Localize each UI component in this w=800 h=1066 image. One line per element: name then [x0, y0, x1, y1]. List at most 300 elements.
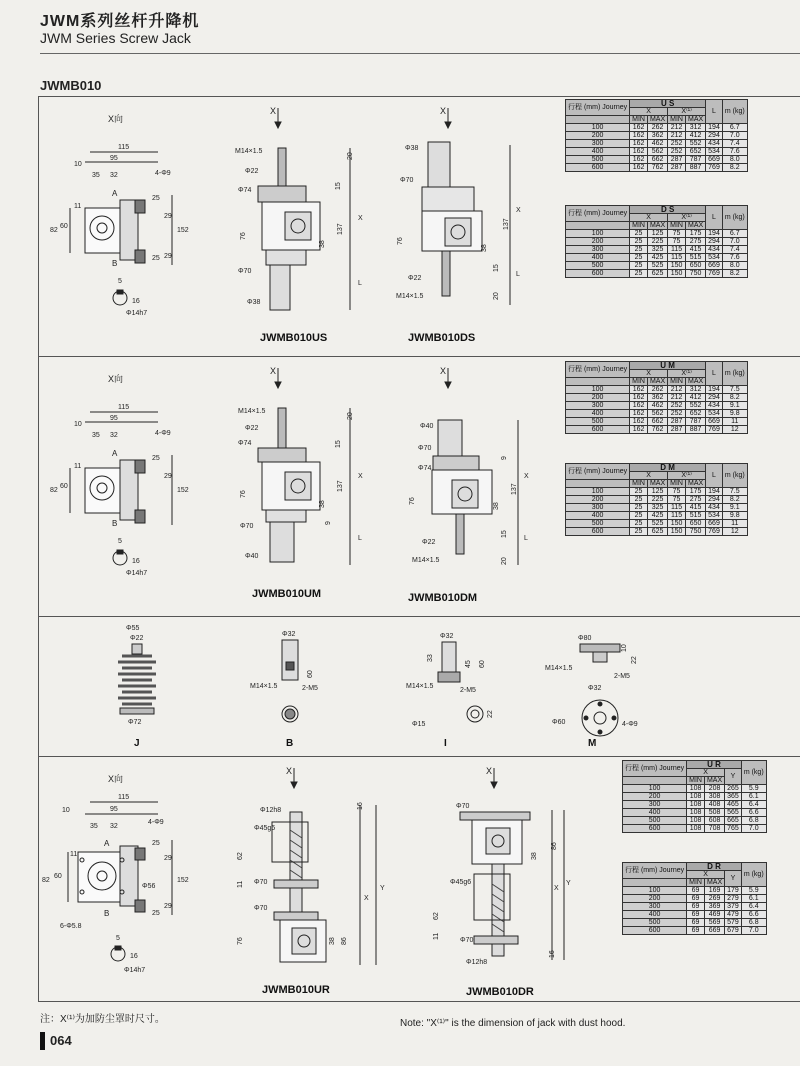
table-cell: 500	[623, 919, 687, 927]
svg-text:82: 82	[42, 877, 50, 884]
svg-text:M14×1.5: M14×1.5	[396, 293, 424, 300]
svg-text:76: 76	[397, 237, 404, 245]
table-cell: 425	[647, 254, 667, 262]
section-divider	[38, 356, 800, 357]
table-cell: 465	[725, 801, 742, 809]
table-cell: 515	[685, 512, 705, 520]
table-cell: 7.6	[722, 148, 747, 156]
svg-text:L: L	[358, 280, 362, 287]
table-cell: 600	[623, 927, 687, 935]
table-dm: 行程 (mm) Journey D M L m (kg) X X⁽¹⁾ MIN MAX MIN MAX 100 25 125 75 175 194 7.5 200 25 225 75 275 294 8.2 300 25 325 115 415 434 9.1 400 25 425 115 515 534 9.8 500 25 525 150 650 669 11 600 25 625 150 750 769 12	[565, 463, 748, 536]
svg-text:115: 115	[118, 144, 130, 151]
table-row	[566, 148, 748, 156]
table-cell: 294	[706, 132, 723, 140]
table-cell: 200	[623, 895, 687, 903]
svg-text:Φ32: Φ32	[440, 633, 454, 640]
svg-text:M14×1.5: M14×1.5	[406, 683, 434, 690]
svg-text:35: 35	[92, 172, 100, 179]
svg-text:9: 9	[501, 456, 508, 460]
table-cell: 525	[647, 520, 667, 528]
table-cell: 75	[668, 230, 686, 238]
table-cell: 162	[630, 148, 648, 156]
svg-text:X: X	[358, 473, 363, 480]
table-cell: 625	[647, 528, 667, 536]
table-cell: 500	[566, 418, 630, 426]
table-cell: 412	[685, 394, 705, 402]
svg-text:Φ74: Φ74	[418, 465, 432, 472]
svg-text:Φ72: Φ72	[128, 719, 142, 726]
svg-text:X: X	[440, 366, 447, 376]
svg-text:X: X	[270, 106, 277, 116]
svg-text:X: X	[270, 366, 277, 376]
table-cell: 25	[630, 512, 648, 520]
table-cell: 5.9	[741, 887, 766, 895]
svg-text:A: A	[112, 189, 118, 198]
svg-text:137: 137	[511, 483, 518, 495]
svg-text:11: 11	[74, 203, 82, 210]
table-cell: 69	[687, 927, 705, 935]
table-cell: 162	[630, 410, 648, 418]
svg-text:38: 38	[531, 852, 538, 860]
table-cell: 508	[704, 809, 724, 817]
table-cell: 652	[685, 148, 705, 156]
table-cell: 662	[647, 418, 667, 426]
svg-text:10: 10	[621, 644, 628, 652]
table-cell: 287	[668, 164, 686, 172]
svg-text:20: 20	[501, 557, 508, 565]
svg-text:Φ70: Φ70	[254, 879, 268, 886]
table-row	[566, 262, 748, 270]
table-row	[623, 785, 767, 793]
table-cell: 669	[704, 927, 724, 935]
table-cell: 200	[566, 132, 630, 140]
table-cell: 69	[687, 887, 705, 895]
svg-text:25: 25	[152, 195, 160, 202]
svg-text:Φ40: Φ40	[420, 423, 434, 430]
table-cell: 762	[647, 164, 667, 172]
svg-text:Φ55: Φ55	[126, 625, 140, 632]
table-row	[623, 809, 767, 817]
svg-text:35: 35	[90, 823, 98, 830]
table-cell: 669	[706, 520, 723, 528]
table-cell: 425	[647, 512, 667, 520]
svg-text:137: 137	[337, 223, 344, 235]
svg-text:38: 38	[319, 240, 326, 248]
table-cell: 287	[668, 156, 686, 164]
table-cell: 25	[630, 496, 648, 504]
table-row	[566, 132, 748, 140]
table-cell: 415	[685, 504, 705, 512]
table-cell: 9.8	[722, 410, 747, 418]
table-cell: 75	[668, 496, 686, 504]
table-cell: 162	[630, 140, 648, 148]
table-cell: 25	[630, 246, 648, 254]
table-cell: 7.0	[722, 132, 747, 140]
table-cell: 369	[704, 903, 724, 911]
svg-text:X: X	[358, 215, 363, 222]
table-row	[623, 911, 767, 919]
table-cell: 552	[685, 402, 705, 410]
table-row	[566, 386, 748, 394]
table-cell: 8.2	[722, 164, 747, 172]
table-row	[623, 903, 767, 911]
table-cell: 265	[725, 785, 742, 793]
table-cell: 400	[623, 809, 687, 817]
table-cell: 8.0	[722, 156, 747, 164]
table-cell: 434	[706, 140, 723, 148]
svg-text:B: B	[112, 259, 118, 268]
svg-text:11: 11	[237, 880, 244, 888]
table-cell: 6.7	[722, 230, 747, 238]
svg-text:M: M	[588, 738, 597, 749]
svg-text:Φ80: Φ80	[578, 635, 592, 642]
table-cell: 125	[647, 488, 667, 496]
svg-text:9: 9	[325, 521, 332, 525]
table-cell: 179	[725, 887, 742, 895]
svg-text:15: 15	[501, 530, 508, 538]
table-cell: 208	[704, 785, 724, 793]
table-cell: 11	[722, 520, 747, 528]
table-cell: 25	[630, 270, 648, 278]
table-cell: 162	[630, 402, 648, 410]
table-row	[623, 887, 767, 895]
svg-text:Φ32: Φ32	[588, 685, 602, 692]
table-cell: 200	[623, 793, 687, 801]
table-cell: 212	[668, 394, 686, 402]
page-number: 064	[50, 1033, 72, 1048]
svg-text:11: 11	[70, 851, 78, 858]
svg-text:15: 15	[493, 264, 500, 272]
table-cell: 252	[668, 402, 686, 410]
table-cell: 7.0	[741, 927, 766, 935]
svg-text:X向: X向	[108, 374, 124, 384]
svg-text:Φ70: Φ70	[240, 523, 254, 530]
table-cell: 412	[685, 132, 705, 140]
table-row	[566, 402, 748, 410]
table-row	[566, 230, 748, 238]
table-cell: 225	[647, 238, 667, 246]
svg-text:B: B	[104, 909, 110, 918]
table-cell: 769	[706, 426, 723, 434]
table-cell: 100	[566, 124, 630, 132]
table-cell: 69	[687, 903, 705, 911]
svg-text:11: 11	[433, 932, 440, 940]
svg-text:Φ14h7: Φ14h7	[124, 967, 146, 974]
table-row	[566, 164, 748, 172]
table-cell: 600	[566, 164, 630, 172]
table-row	[566, 496, 748, 504]
table-cell: 662	[647, 156, 667, 164]
svg-text:29: 29	[164, 855, 172, 862]
table-cell: 534	[706, 254, 723, 262]
svg-text:Φ12h8: Φ12h8	[260, 807, 282, 814]
svg-text:22: 22	[631, 656, 638, 664]
table-cell: 279	[725, 895, 742, 903]
table-cell: 762	[647, 426, 667, 434]
section-divider	[38, 616, 800, 617]
table-cell: 115	[668, 504, 686, 512]
table-cell: 562	[647, 410, 667, 418]
table-cell: 125	[647, 230, 667, 238]
svg-text:J: J	[134, 738, 140, 749]
table-cell: 652	[685, 410, 705, 418]
table-cell: 300	[566, 504, 630, 512]
table-cell: 162	[630, 132, 648, 140]
svg-text:95: 95	[110, 155, 118, 162]
svg-text:152: 152	[177, 227, 189, 234]
table-cell: 625	[647, 270, 667, 278]
svg-text:Φ14h7: Φ14h7	[126, 570, 148, 577]
svg-text:35: 35	[92, 432, 100, 439]
table-cell: 600	[566, 528, 630, 536]
table-row	[566, 410, 748, 418]
table-cell: 7.5	[722, 386, 747, 394]
table-ds: 行程 (mm) Journey D S L m (kg) X X⁽¹⁾ MIN MAX MIN MAX 100 25 125 75 175 194 6.7 200 25 225 75 275 294 7.0 300 25 325 115 415 434 7.4 400 25 425 115 515 534 7.6 500 25 525 150 650 669 8.0 600 25 625 150 750 769 8.2	[565, 205, 748, 278]
table-cell: 565	[725, 809, 742, 817]
svg-text:M14×1.5: M14×1.5	[238, 408, 266, 415]
svg-text:152: 152	[177, 877, 189, 884]
table-cell: 750	[685, 270, 705, 278]
table-cell: 262	[647, 386, 667, 394]
table-cell: 325	[647, 246, 667, 254]
svg-text:25: 25	[152, 255, 160, 262]
table-cell: 6.1	[741, 895, 766, 903]
table-cell: 500	[566, 262, 630, 270]
table-cell: 115	[668, 246, 686, 254]
table-um: 行程 (mm) Journey U M L m (kg) X X⁽¹⁾ MIN MAX MIN MAX 100 162 262 212 312 194 7.5 200 162 362 212 412 294 8.2 300 162 462 252 552 434 9.1 400 162 562 252 652 534 9.8 500 162 662 287 787 669 11 600 162 762 287 887 769 12	[565, 361, 748, 434]
svg-text:X向: X向	[108, 774, 124, 784]
table-cell: 7.6	[722, 254, 747, 262]
table-row	[566, 528, 748, 536]
svg-text:Φ70: Φ70	[254, 905, 268, 912]
table-cell: 162	[630, 386, 648, 394]
table-cell: 275	[685, 496, 705, 504]
table-cell: 579	[725, 919, 742, 927]
svg-text:33: 33	[427, 654, 434, 662]
table-cell: 600	[566, 270, 630, 278]
svg-text:M14×1.5: M14×1.5	[235, 148, 263, 155]
svg-text:20: 20	[347, 412, 354, 420]
svg-text:45: 45	[465, 660, 472, 668]
table-cell: 25	[630, 230, 648, 238]
svg-text:Φ56: Φ56	[142, 883, 156, 890]
svg-text:X: X	[554, 885, 559, 892]
table-cell: 534	[706, 410, 723, 418]
table-cell: 8.2	[722, 270, 747, 278]
svg-text:20: 20	[347, 152, 354, 160]
table-row	[566, 270, 748, 278]
table-cell: 7.0	[722, 238, 747, 246]
table-row	[623, 793, 767, 801]
svg-text:Φ22: Φ22	[245, 168, 259, 175]
svg-text:B: B	[112, 519, 118, 528]
table-cell: 365	[725, 793, 742, 801]
svg-text:Y: Y	[380, 885, 385, 892]
svg-text:10: 10	[62, 807, 70, 814]
svg-text:4-Φ9: 4-Φ9	[155, 430, 171, 437]
page-marker	[40, 1032, 45, 1050]
svg-text:Φ12h8: Φ12h8	[466, 959, 488, 966]
table-cell: 469	[704, 911, 724, 919]
table-dr: 行程 (mm) Journey D R m (kg) X Y MIN MAX 100 69 169 179 5.9 200 69 269 279 6.1 300 69 369 379 6.4 400 69 469 479 6.6 500 69 569 579 6.8 600 69 669 679 7.0	[622, 862, 767, 935]
table-row	[566, 488, 748, 496]
table-cell: 150	[668, 520, 686, 528]
svg-text:M14×1.5: M14×1.5	[545, 665, 573, 672]
svg-text:Φ70: Φ70	[460, 937, 474, 944]
svg-text:X: X	[364, 895, 369, 902]
svg-text:2-M5: 2-M5	[614, 673, 630, 680]
table-cell: 212	[668, 124, 686, 132]
svg-text:L: L	[358, 535, 362, 542]
table-cell: 679	[725, 927, 742, 935]
table-cell: 194	[706, 386, 723, 394]
table-cell: 115	[668, 512, 686, 520]
svg-text:95: 95	[110, 415, 118, 422]
table-cell: 787	[685, 156, 705, 164]
table-cell: 200	[566, 496, 630, 504]
svg-text:38: 38	[319, 500, 326, 508]
svg-text:10: 10	[74, 421, 82, 428]
svg-text:115: 115	[118, 794, 130, 801]
svg-text:2-M5: 2-M5	[460, 687, 476, 694]
table-cell: 300	[566, 402, 630, 410]
svg-text:Φ22: Φ22	[422, 539, 436, 546]
caption-us: JWMB010US	[260, 332, 328, 344]
svg-text:32: 32	[110, 172, 118, 179]
table-cell: 252	[668, 148, 686, 156]
svg-text:38: 38	[493, 502, 500, 510]
table-cell: 669	[706, 262, 723, 270]
svg-text:25: 25	[152, 840, 160, 847]
svg-text:16: 16	[132, 298, 140, 305]
table-cell: 294	[706, 496, 723, 504]
svg-text:16: 16	[132, 558, 140, 565]
drawing-accessories	[40, 618, 740, 754]
svg-text:32: 32	[110, 432, 118, 439]
table-row	[623, 927, 767, 935]
table-row	[566, 512, 748, 520]
table-ur: 行程 (mm) Journey U R m (kg) X Y MIN MAX 100 108 208 265 5.9 200 108 308 365 6.1 300 108 408 465 6.4 400 108 508 565 6.6 500 108 608 665 6.8 600 108 708 765 7.0	[622, 760, 767, 833]
table-cell: 162	[630, 156, 648, 164]
svg-text:137: 137	[503, 218, 510, 230]
table-cell: 500	[566, 520, 630, 528]
table-row	[566, 426, 748, 434]
svg-text:115: 115	[118, 404, 130, 411]
svg-text:86: 86	[551, 842, 558, 850]
svg-text:Φ74: Φ74	[238, 187, 252, 194]
table-cell: 650	[685, 262, 705, 270]
table-cell: 434	[706, 402, 723, 410]
svg-text:M14×1.5: M14×1.5	[250, 683, 278, 690]
table-cell: 552	[685, 140, 705, 148]
svg-text:Φ70: Φ70	[456, 803, 470, 810]
table-cell: 434	[706, 504, 723, 512]
table-cell: 200	[566, 238, 630, 246]
table-cell: 462	[647, 402, 667, 410]
table-cell: 287	[668, 426, 686, 434]
table-cell: 769	[706, 270, 723, 278]
table-cell: 9.1	[722, 402, 747, 410]
table-cell: 300	[623, 903, 687, 911]
table-cell: 100	[623, 887, 687, 895]
table-cell: 887	[685, 164, 705, 172]
table-cell: 415	[685, 246, 705, 254]
table-cell: 108	[687, 793, 705, 801]
table-cell: 162	[630, 164, 648, 172]
svg-text:Φ22: Φ22	[408, 275, 422, 282]
svg-text:4-Φ9: 4-Φ9	[155, 170, 171, 177]
svg-text:M14×1.5: M14×1.5	[412, 557, 440, 564]
table-cell: 69	[687, 919, 705, 927]
table-cell: 7.5	[722, 488, 747, 496]
svg-text:60: 60	[54, 873, 62, 880]
table-cell: 194	[706, 124, 723, 132]
table-cell: 9.1	[722, 504, 747, 512]
svg-text:15: 15	[335, 440, 342, 448]
svg-text:Φ60: Φ60	[552, 719, 566, 726]
svg-text:76: 76	[240, 490, 247, 498]
svg-text:5: 5	[116, 935, 120, 942]
svg-text:Φ70: Φ70	[400, 177, 414, 184]
table-cell: 115	[668, 254, 686, 262]
svg-text:Φ14h7: Φ14h7	[126, 310, 148, 317]
table-cell: 100	[566, 230, 630, 238]
table-cell: 562	[647, 148, 667, 156]
table-cell: 100	[623, 785, 687, 793]
table-cell: 765	[725, 825, 742, 833]
bellows-icon	[118, 656, 156, 704]
table-cell: 308	[704, 793, 724, 801]
svg-text:137: 137	[337, 480, 344, 492]
svg-text:Φ22: Φ22	[245, 425, 259, 432]
svg-text:4-Φ9: 4-Φ9	[622, 721, 638, 728]
svg-text:10: 10	[74, 161, 82, 168]
table-cell: 8.0	[722, 262, 747, 270]
table-cell: 175	[685, 488, 705, 496]
svg-text:6-Φ5.8: 6-Φ5.8	[60, 923, 82, 930]
svg-text:Φ74: Φ74	[238, 440, 252, 447]
table-row	[566, 520, 748, 528]
table-cell: 108	[687, 817, 705, 825]
table-cell: 175	[685, 230, 705, 238]
table-cell: 665	[725, 817, 742, 825]
svg-text:32: 32	[110, 823, 118, 830]
table-cell: 194	[706, 230, 723, 238]
table-row	[566, 124, 748, 132]
caption-dm: JWMB010DM	[408, 592, 478, 604]
svg-text:22: 22	[487, 710, 494, 718]
table-cell: 6.4	[741, 801, 766, 809]
svg-text:Y: Y	[566, 880, 571, 887]
table-cell: 69	[687, 911, 705, 919]
table-cell: 200	[566, 394, 630, 402]
table-cell: 75	[668, 238, 686, 246]
table-row	[623, 801, 767, 809]
table-cell: 362	[647, 394, 667, 402]
table-cell: 7.0	[741, 825, 766, 833]
table-cell: 108	[687, 785, 705, 793]
note-en: Note: "X⁽¹⁾" is the dimension of jack with dust hood.	[400, 1018, 626, 1029]
svg-text:Φ45g6: Φ45g6	[450, 879, 472, 886]
table-row	[566, 504, 748, 512]
table-cell: 25	[630, 262, 648, 270]
table-cell: 300	[566, 140, 630, 148]
svg-text:60: 60	[479, 660, 486, 668]
table-cell: 12	[722, 426, 747, 434]
section-divider	[38, 756, 800, 757]
table-cell: 7.4	[722, 246, 747, 254]
svg-text:11: 11	[74, 463, 82, 470]
